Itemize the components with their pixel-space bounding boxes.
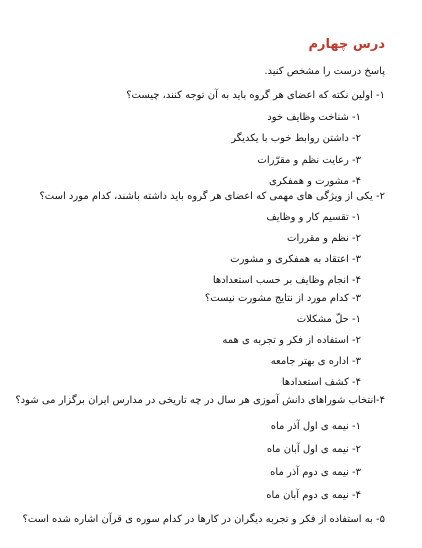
question-4: ۴-انتخاب شوراهای دانش آموزی هر سال در چه تاریخی در مدارس ایران برگزار می شود؟ bbox=[15, 395, 385, 406]
question-3-option-4: ۴- کشف استعدادها bbox=[281, 377, 361, 388]
question-3: ۳- کدام مورد از نتایج مشورت نیست؟ bbox=[204, 293, 361, 304]
lesson-title: درس چهارم bbox=[308, 37, 385, 52]
question-3-option-3: ۳- اداره ی بهتر جامعه bbox=[270, 356, 361, 367]
question-1-option-3: ۳- رعایت نظم و مقرّرات bbox=[257, 155, 361, 166]
instruction-text: پاسخ درست را مشخص کنید. bbox=[264, 66, 385, 77]
question-2-option-1: ۱- تقسیم کار و وظایف bbox=[266, 212, 361, 223]
question-4-option-4: ۴- نیمه ی دوم آبان ماه bbox=[266, 490, 361, 501]
question-2: ۲- یکی از ویژگی های مهمی که اعضای هر گروه باید داشته باشند، کدام مورد است؟ bbox=[39, 191, 385, 202]
question-1-option-4: ۴- مشورت و همفکری bbox=[268, 176, 361, 187]
question-4-option-3: ۳- نیمه ی دوم آذر ماه bbox=[270, 467, 361, 478]
question-2-option-3: ۳- اعتقاد به همفکری و مشورت bbox=[230, 254, 361, 265]
question-2-option-4: ۴- انجام وظایف بر حسب استعدادها bbox=[212, 275, 361, 286]
question-4-option-2: ۲- نیمه ی اول آبان ماه bbox=[266, 444, 361, 455]
question-1: ۱- اولین نکته که اعضای هر گروه باید به آن توجه کنند، چیست؟ bbox=[126, 90, 385, 101]
question-5: ۵- به استفاده از فکر و تجربه دیگران در کارها در کدام سوره ی قرآن اشاره شده است؟ bbox=[22, 514, 385, 525]
question-2-option-2: ۲- نظم و مقررات bbox=[287, 233, 361, 244]
question-1-option-2: ۲- داشتن روابط خوب با یکدیگر bbox=[231, 133, 361, 144]
question-1-option-1: ۱- شناخت وظایف خود bbox=[267, 112, 361, 123]
question-3-option-1: ۱- حلّ مشکلات bbox=[296, 314, 361, 325]
question-4-option-1: ۱- نیمه ی اول آذر ماه bbox=[270, 421, 361, 432]
question-3-option-2: ۲- استفاده از فکر و تجربه ی همه bbox=[222, 335, 361, 346]
